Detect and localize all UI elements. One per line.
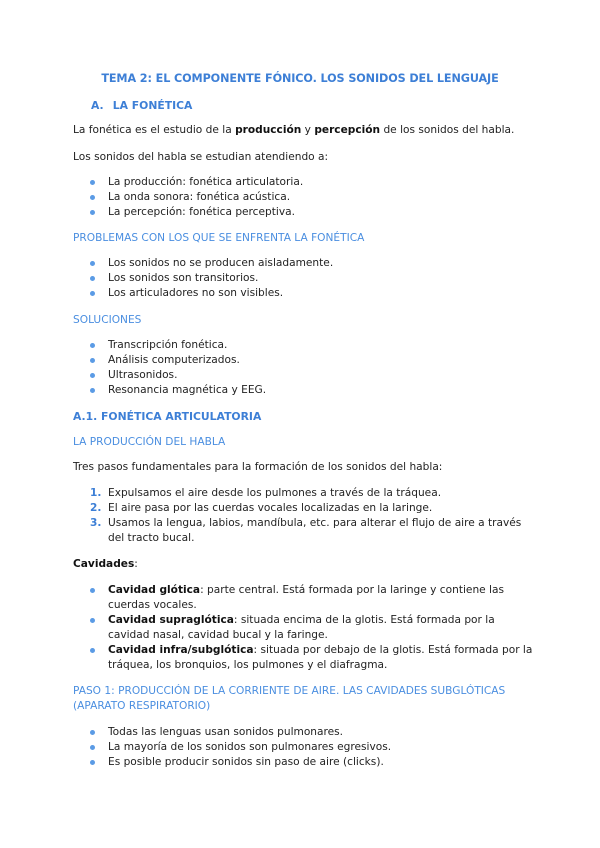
item-bold: Cavidad glótica <box>108 584 201 596</box>
item-text: Expulsamos el aire desde los pulmones a través de la tráquea. <box>108 487 442 499</box>
cavidades-bold: Cavidades <box>73 558 135 570</box>
section-a-heading <box>91 98 538 113</box>
item-text: Usamos la lengua, labios, mandíbula, etc. para alterar el flujo de aire a través del tracto bucal. <box>108 517 522 544</box>
section-a-letter: A. <box>91 99 104 112</box>
item-bold: Cavidad infra/subglótica <box>108 644 254 656</box>
list-item <box>73 516 538 546</box>
list-item: Es posible producir sonidos sin paso de aire (clicks). <box>73 755 538 770</box>
item-number: 2. <box>90 502 102 514</box>
soluciones-list <box>73 338 538 398</box>
item-text: : parte central. Está formada por la laringe y contiene las cuerdas vocales. <box>108 584 504 611</box>
list-item <box>73 486 538 501</box>
cavidades-list <box>73 583 538 673</box>
list-item: Todas las lenguas usan sonidos pulmonares. <box>73 725 538 740</box>
list-item: La onda sonora: fonética acústica. <box>73 190 538 205</box>
intro-text-1: La fonética es el estudio de la <box>73 124 236 136</box>
intro-paragraph <box>73 123 538 138</box>
list-item: Ultrasonidos. <box>73 368 538 383</box>
item-bold: Cavidad supraglótica <box>108 614 234 626</box>
item-number: 3. <box>90 517 102 529</box>
intro-bold-percepcion: percepción <box>314 124 381 136</box>
item-text: El aire pasa por las cuerdas vocales localizadas en la laringe. <box>108 502 433 514</box>
list-item <box>73 583 538 613</box>
page-title: TEMA 2: EL COMPONENTE FÓNICO. LOS SONIDOS DEL LENGUAJE <box>101 72 499 85</box>
intro-bold-produccion: producción <box>235 124 302 136</box>
list-item: Los sonidos son transitorios. <box>73 271 538 286</box>
list-item: La producción: fonética articulatoria. <box>73 175 538 190</box>
item-text: : situada encima de la glotis. Está formada por la cavidad nasal, cavidad bucal y la faringe. <box>108 614 495 641</box>
a1-heading: A.1. FONÉTICA ARTICULATORIA <box>73 410 262 423</box>
list-item: Resonancia magnética y EEG. <box>73 383 538 398</box>
list-item <box>73 643 538 673</box>
section-a-title: LA FONÉTICA <box>112 99 193 112</box>
list-item: La mayoría de los sonidos son pulmonares egresivos. <box>73 740 538 755</box>
pasos-list <box>73 486 538 546</box>
list-item: Análisis computerizados. <box>73 353 538 368</box>
intro-text-2: y <box>301 124 315 136</box>
problemas-heading: PROBLEMAS CON LOS QUE SE ENFRENTA LA FONÉTICA <box>73 232 365 244</box>
estudio-list <box>73 175 538 220</box>
list-item <box>73 613 538 643</box>
estudio-paragraph: Los sonidos del habla se estudian atendiendo a: <box>73 151 329 163</box>
list-item: Los articuladores no son visibles. <box>73 286 538 301</box>
paso1-list <box>73 725 538 770</box>
item-number: 1. <box>90 487 102 499</box>
produccion-heading: LA PRODUCCIÓN DEL HABLA <box>73 436 226 448</box>
pasos-paragraph: Tres pasos fundamentales para la formación de los sonidos del habla: <box>73 461 443 473</box>
problemas-list <box>73 256 538 301</box>
intro-text-3: de los sonidos del habla. <box>380 124 515 136</box>
soluciones-heading: SOLUCIONES <box>73 314 142 326</box>
cavidades-colon: : <box>134 558 138 570</box>
list-item: La percepción: fonética perceptiva. <box>73 205 538 220</box>
list-item: Los sonidos no se producen aisladamente. <box>73 256 538 271</box>
list-item <box>73 501 538 516</box>
list-item: Transcripción fonética. <box>73 338 538 353</box>
cavidades-label <box>73 557 538 572</box>
paso1-heading: PASO 1: PRODUCCIÓN DE LA CORRIENTE DE AIRE. LAS CAVIDADES SUBGLÓTICAS (APARATO RESPIRATORIO) <box>73 685 506 712</box>
item-text: : situada por debajo de la glotis. Está formada por la tráquea, los bronquios, los pulmones y el diafragma. <box>108 644 533 671</box>
